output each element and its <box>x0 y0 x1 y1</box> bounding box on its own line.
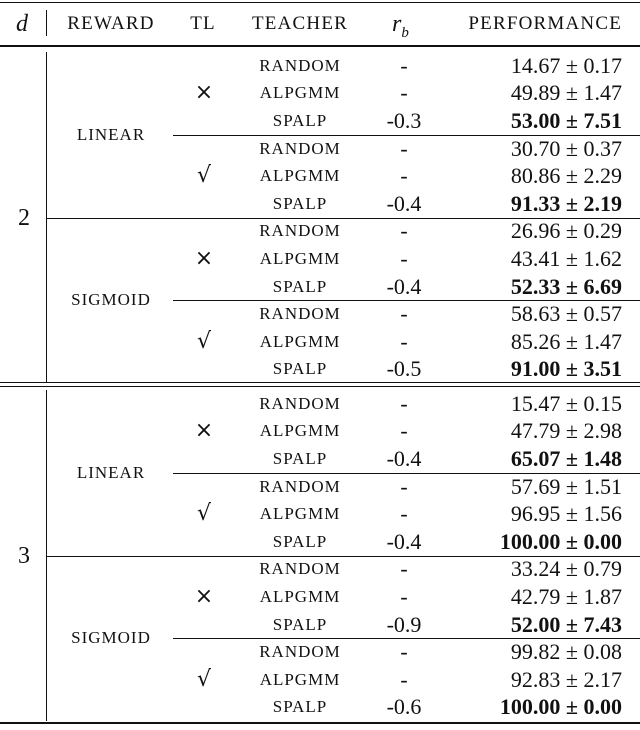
rb-cell: -0.5 <box>386 356 422 382</box>
rb-cell: - <box>400 556 408 582</box>
performance-cell: 43.41 ± 1.62 <box>510 246 622 271</box>
performance-cell: 47.79 ± 2.98 <box>510 418 622 444</box>
performance-cell: 15.47 ± 0.15 <box>510 390 622 416</box>
group-d-value: 2 <box>18 204 30 231</box>
header-teacher: TEACHER <box>251 13 349 34</box>
teacher-cell: RANDOM <box>259 476 341 496</box>
header-rb <box>392 12 409 41</box>
cross-icon: × <box>194 418 214 444</box>
check-icon: √ <box>196 501 212 527</box>
performance-cell: 91.00 ± 3.51 <box>510 356 622 382</box>
group-d-value: 3 <box>18 542 30 569</box>
teacher-cell: SPALP <box>272 111 328 130</box>
teacher-cell: ALPGMM <box>259 504 341 524</box>
teacher-cell: SPALP <box>272 531 328 551</box>
performance-cell: 100.00 ± 0.00 <box>499 694 622 720</box>
teacher-cell: ALPGMM <box>259 421 341 441</box>
performance-cell: 58.63 ± 0.57 <box>510 301 622 327</box>
header-performance: PERFORMANCE <box>468 13 622 34</box>
teacher-cell: ALPGMM <box>259 587 341 606</box>
teacher-cell: ALPGMM <box>259 166 341 186</box>
teacher-cell: SPALP <box>272 276 328 296</box>
teacher-cell: RANDOM <box>259 221 341 241</box>
performance-cell: 52.00 ± 7.43 <box>510 611 622 637</box>
group-rule-bottom <box>0 386 640 387</box>
rb-cell: - <box>400 418 408 444</box>
teacher-cell: SPALP <box>272 359 328 379</box>
rb-cell: - <box>400 501 408 527</box>
cross-icon: × <box>194 246 214 271</box>
rb-cell: - <box>400 666 408 692</box>
performance-cell: 96.95 ± 1.56 <box>510 501 622 527</box>
performance-cell: 52.33 ± 6.69 <box>510 273 622 299</box>
teacher-cell: RANDOM <box>259 55 341 75</box>
teacher-cell: RANDOM <box>259 393 341 413</box>
performance-cell: 30.70 ± 0.37 <box>510 135 622 161</box>
rb-cell: - <box>400 135 408 161</box>
header-tl: TL <box>190 13 216 34</box>
performance-cell: 57.69 ± 1.51 <box>510 473 622 499</box>
group-rule-top <box>0 382 640 383</box>
rb-cell: - <box>400 390 408 416</box>
performance-cell: 14.67 ± 0.17 <box>510 52 622 78</box>
header-d: d <box>16 11 28 37</box>
teacher-cell: ALPGMM <box>259 83 341 103</box>
cross-icon: × <box>194 584 214 609</box>
performance-cell: 65.07 ± 1.48 <box>510 446 622 471</box>
reward-label: SIGMOID <box>71 628 151 648</box>
top-rule <box>0 2 640 3</box>
rb-cell: - <box>400 246 408 271</box>
performance-cell: 100.00 ± 0.00 <box>499 528 622 554</box>
check-icon: √ <box>196 328 212 354</box>
performance-cell: 26.96 ± 0.29 <box>510 218 622 244</box>
performance-cell: 99.82 ± 0.08 <box>510 639 622 665</box>
cross-icon: × <box>194 80 214 106</box>
performance-cell: 42.79 ± 1.87 <box>510 584 622 609</box>
rb-cell: - <box>400 639 408 665</box>
bottom-rule <box>0 722 640 724</box>
rb-cell: -0.4 <box>386 446 422 471</box>
rb-cell: - <box>400 80 408 106</box>
teacher-cell: SPALP <box>272 614 328 634</box>
performance-cell: 91.33 ± 2.19 <box>510 190 622 216</box>
rb-cell: - <box>400 52 408 78</box>
reward-label: LINEAR <box>76 462 146 482</box>
rb-cell: -0.9 <box>386 611 422 637</box>
teacher-cell: RANDOM <box>259 559 341 579</box>
teacher-cell: ALPGMM <box>259 331 341 351</box>
teacher-cell: RANDOM <box>259 304 341 324</box>
teacher-cell: ALPGMM <box>259 669 341 689</box>
teacher-cell: SPALP <box>272 697 328 717</box>
performance-cell: 33.24 ± 0.79 <box>510 556 622 582</box>
performance-cell: 53.00 ± 7.51 <box>510 108 622 133</box>
rb-cell: -0.3 <box>386 108 422 133</box>
rb-cell: - <box>400 163 408 189</box>
performance-cell: 92.83 ± 2.17 <box>510 666 622 692</box>
teacher-cell: RANDOM <box>259 138 341 158</box>
header-separator <box>46 10 47 36</box>
reward-label: LINEAR <box>76 124 146 144</box>
rb-cell: - <box>400 584 408 609</box>
teacher-cell: SPALP <box>272 193 328 213</box>
teacher-cell: SPALP <box>272 449 328 468</box>
rb-cell: -0.4 <box>386 273 422 299</box>
teacher-cell: RANDOM <box>259 642 341 662</box>
rb-cell: -0.6 <box>386 694 422 720</box>
performance-cell: 80.86 ± 2.29 <box>510 163 622 189</box>
reward-label: SIGMOID <box>71 290 151 310</box>
header-rule <box>0 45 640 47</box>
check-icon: √ <box>196 163 212 189</box>
rb-cell: - <box>400 301 408 327</box>
header-rb-main: r <box>392 11 402 37</box>
rb-cell: - <box>400 328 408 354</box>
check-icon: √ <box>196 666 212 692</box>
rb-cell: -0.4 <box>386 528 422 554</box>
performance-cell: 85.26 ± 1.47 <box>510 328 622 354</box>
performance-cell: 49.89 ± 1.47 <box>510 80 622 106</box>
rb-cell: - <box>400 473 408 499</box>
teacher-cell: ALPGMM <box>259 249 341 268</box>
header-reward: REWARD <box>67 13 155 34</box>
rb-cell: - <box>400 218 408 244</box>
rb-cell: -0.4 <box>386 190 422 216</box>
header-rb-sub: b <box>401 24 409 41</box>
